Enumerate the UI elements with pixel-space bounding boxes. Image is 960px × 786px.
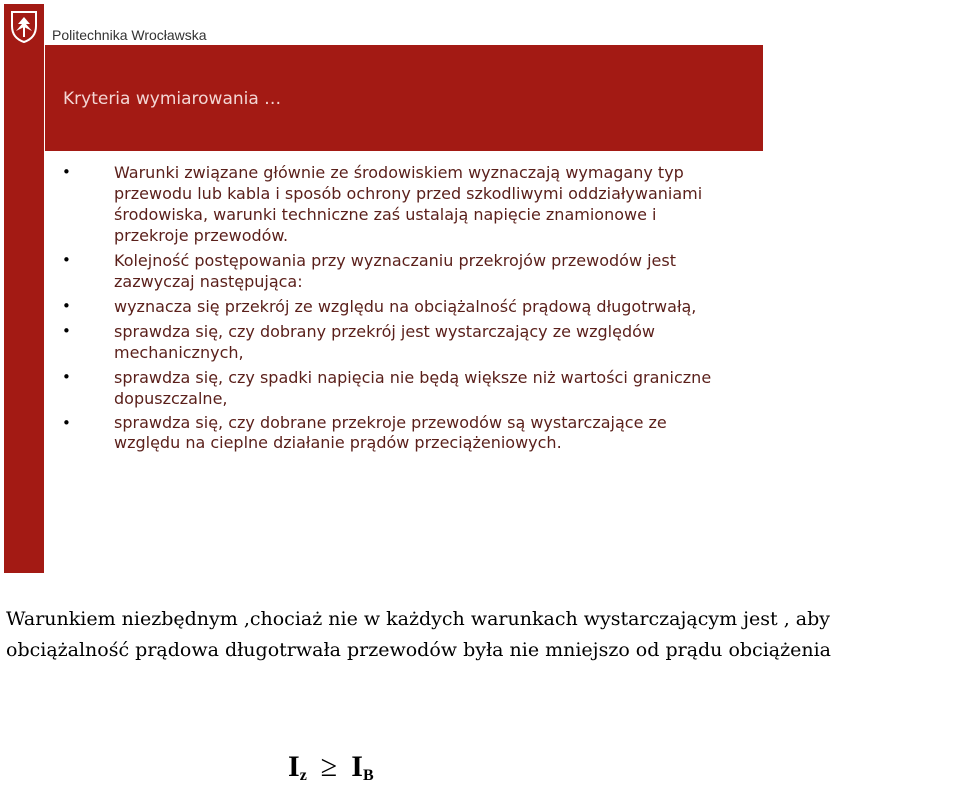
list-item: • Kolejność postępowania przy wyznaczaniu przekrojów przewodów jest zazwyczaj następująca: — [62, 250, 722, 292]
formula-lhs-subscript: z — [299, 767, 307, 784]
list-item: • sprawdza się, czy spadki napięcia nie będą większe niż wartości graniczne dopuszczalne, — [62, 367, 722, 409]
title-band — [45, 45, 763, 151]
slide-title: Kryteria wymiarowania … — [63, 89, 282, 109]
formula-rhs-subscript: B — [362, 767, 374, 784]
list-item: • wyznacza się przekrój ze względu na obciążalność prądową długotrwałą, — [62, 296, 722, 317]
statement-line-2: obciążalność prądowa długotrwała przewodów była nie mniejszo od prądu obciążenia — [6, 639, 831, 661]
bullet-list — [62, 162, 722, 456]
decorative-side-bar — [4, 45, 44, 573]
university-name: Politechnika Wrocławska — [52, 27, 207, 43]
formula-rhs: I — [351, 750, 363, 783]
university-eagle-logo — [4, 4, 44, 46]
statement-line-1: Warunkiem niezbędnym ,chociaż nie w każdych warunkach wystarczającym jest , aby — [6, 608, 831, 630]
current-condition-formula — [288, 750, 374, 785]
list-item: • sprawdza się, czy dobrany przekrój jest wystarczający ze względów mechanicznych, — [62, 321, 722, 363]
formula-lhs: I — [288, 750, 300, 783]
list-item: • sprawdza się, czy dobrane przekroje przewodów są wystarczające ze względu na cieplne działanie prądów przeciążeniowych. — [62, 413, 722, 453]
formula-relation: ≥ — [320, 750, 338, 783]
list-item: • Warunki związane głównie ze środowiskiem wyznaczają wymagany typ przewodu lub kabla i sposób ochrony przed szkodliwymi oddziaływaniami środowiska, warunki techniczne zaś ustalają napięcie znamionowe i przekroje przewodów. — [62, 162, 722, 246]
condition-statement — [6, 604, 960, 666]
